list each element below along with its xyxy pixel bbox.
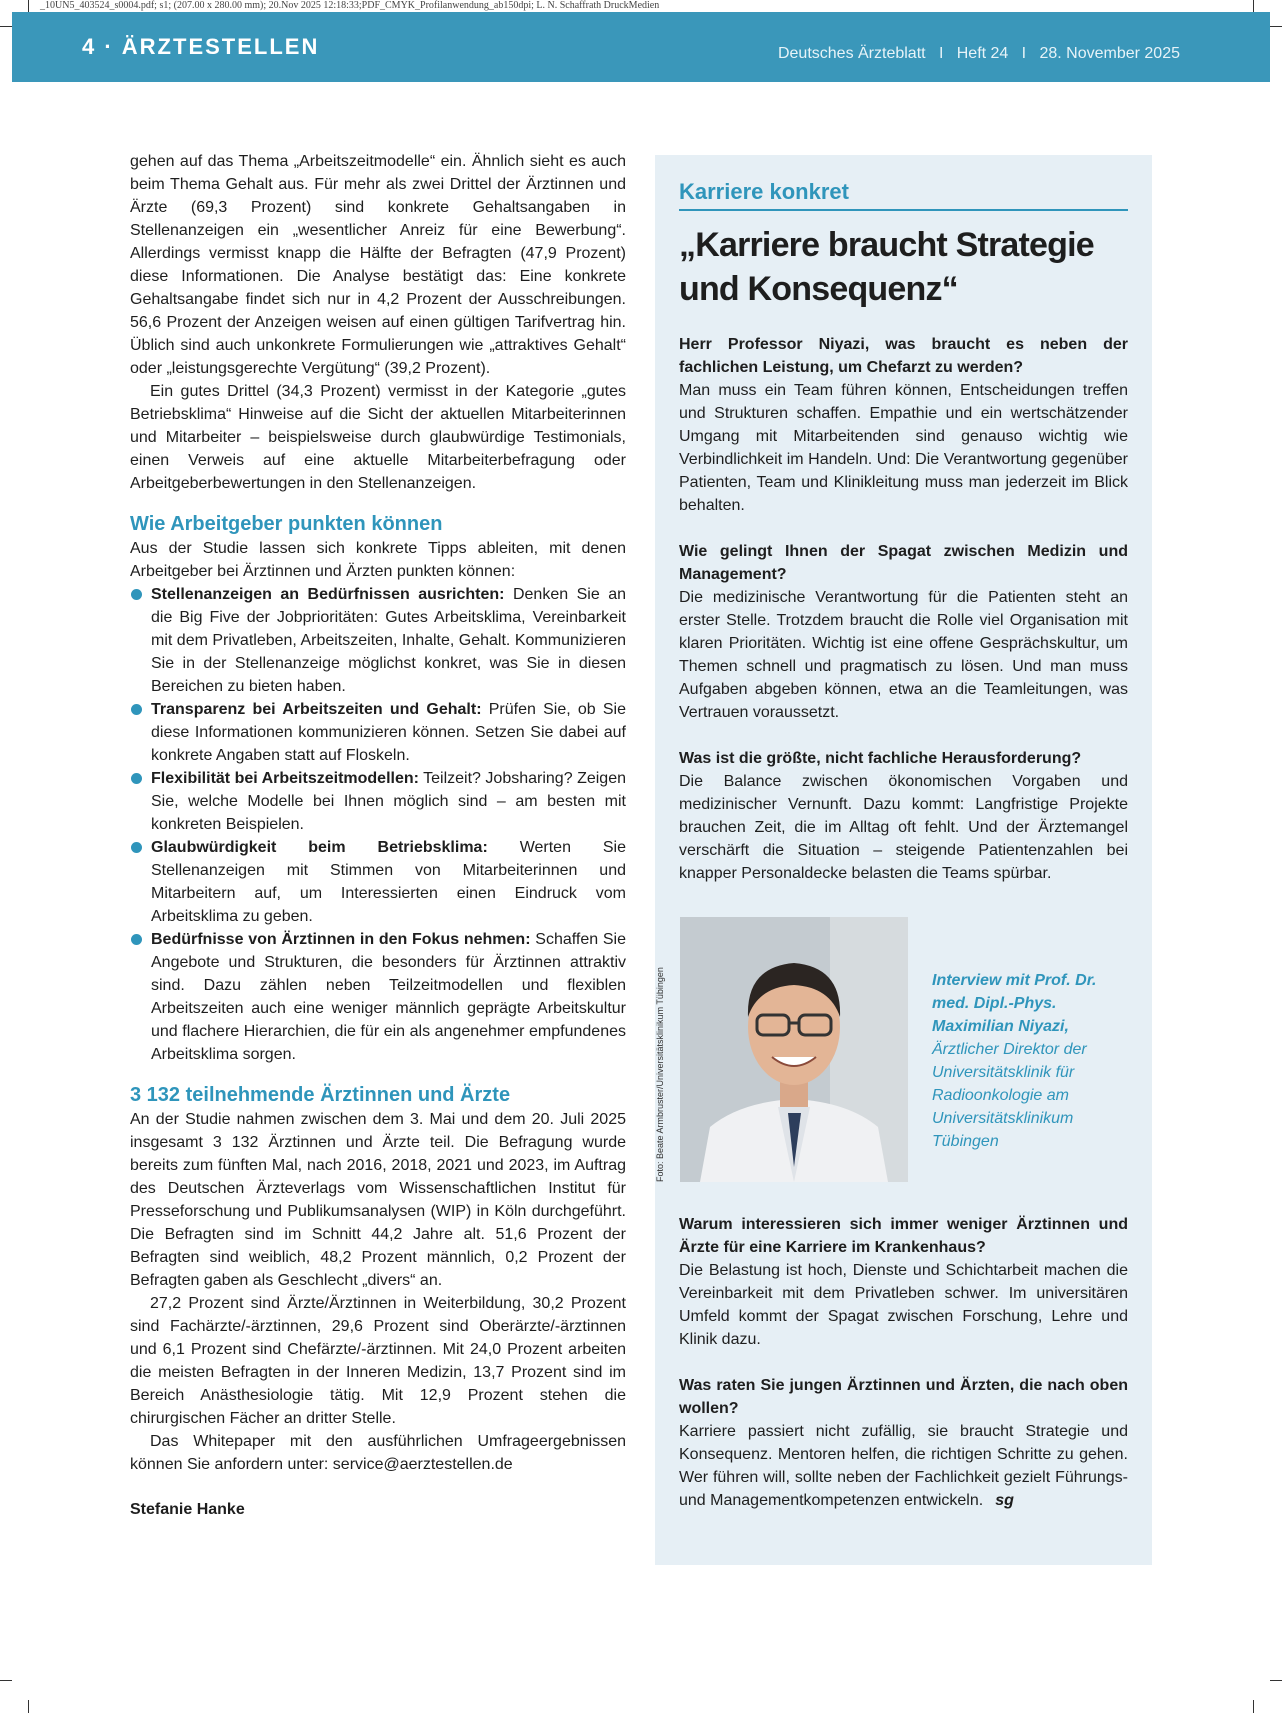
list-item (130, 836, 626, 928)
answer (679, 1420, 1128, 1512)
portrait-illustration (680, 917, 908, 1182)
separator: I (1021, 45, 1027, 62)
bullet-icon (131, 934, 142, 945)
answer: Die Belastung ist hoch, Dienste und Schichtarbeit machen die Vereinbarkeit mit dem Privatleben schwer. Im universitären Umfeld kommt der Spagat zwischen Forschung, Lehre und Klinik dazu. (679, 1262, 1128, 1348)
bullet-icon (131, 773, 142, 784)
interview-title: „Karriere braucht Strategie und Konsequenz“ (679, 226, 1094, 308)
bullet-title: Transparenz bei Arbeitszeiten und Gehalt: (151, 701, 482, 718)
crop-mark (1253, 1700, 1254, 1713)
question: Herr Professor Niyazi, was braucht es neben der fachlichen Leistung, um Chefarzt zu werden? (679, 336, 1128, 376)
caption-name: Interview mit Prof. Dr. med. Dipl.-Phys. Maximilian Niyazi, (932, 972, 1097, 1035)
question: Wie gelingt Ihnen der Spagat zwischen Medizin und Management? (679, 543, 1128, 583)
bullet-icon (131, 589, 142, 600)
photo-credit: Foto: Beate Armbruster/Universitätsklinikum Tübingen (655, 967, 665, 1182)
publication-info (778, 45, 1180, 63)
list-item (130, 767, 626, 836)
bullet-text: Werten Sie Stellenanzeigen mit Stimmen von Mitarbeiterinnen und Mitarbeitern auf, um Interessierten einen Eindruck vom Arbeitsklima zu geben. (151, 839, 627, 925)
paragraph: Das Whitepaper mit den ausführlichen Umfrageergebnissen können Sie anfordern unter: service@aerztestellen.de (130, 1433, 626, 1473)
print-slug-line: _10UN5_403524_s0004.pdf; s1; (207.00 x 280.00 mm); 20.Nov 2025 12:18:33;PDF_CMYK_Profilanwendung_ab150dpi; L. N. Schaffrath DruckMedien (40, 0, 660, 11)
author-name: Stefanie Hanke (130, 1501, 245, 1518)
crop-mark (0, 26, 12, 27)
bullet-icon (131, 704, 142, 715)
question: Was raten Sie jungen Ärztinnen und Ärzten, die nach oben wollen? (679, 1377, 1128, 1417)
crop-mark (1253, 0, 1254, 12)
bullet-title: Bedürfnisse von Ärztinnen in den Fokus nehmen: (151, 931, 531, 948)
separator: I (938, 45, 944, 62)
list-item (130, 928, 626, 1066)
issue-date: 28. November 2025 (1039, 45, 1180, 62)
paragraph: An der Studie nahmen zwischen dem 3. Mai und dem 20. Juli 2025 insgesamt 3 132 Ärztinnen und Ärzte teil. Die Befragung wurde bereits zum fünften Mal, nach 2016, 2018, 2021 und 2023, im Auftrag des Deutschen Ärzteverlags vom Wissenschaftlichen Institut für Presseforschung und Publikumsanalysen (WIP) in Köln durchgeführt. Die Befragten sind im Schnitt 44,2 Jahre alt. 51,6 Prozent der Befragten sind weiblich, 48,2 Prozent männlich, 0,2 Prozent der Befragten gaben als Geschlecht „divers“ an. (130, 1111, 626, 1289)
bullet-text: Schaffen Sie Angebote und Strukturen, die besonders für Ärztinnen attraktiv sind. Dazu zählen neben Teilzeitmodellen und flexiblen Arbeitszeiten auch eine weniger männlich geprägte Arbeitskultur und flachere Hierarchien, die für ein als angenehmer empfundenes Arbeitsklima sorgen. (151, 931, 627, 1063)
issue-number: Heft 24 (956, 45, 1009, 62)
answer: Die medizinische Verantwortung für die Patienten steht an erster Stelle. Trotzdem braucht die Rolle viel Organisation mit klaren Prioritäten. Wichtig ist eine offene Gesprächskultur, um Themen schnell und pragmatisch zu lösen. Und man muss Aufgaben abgeben können, etwa an die Teamleitungen, was Vertrauen voraussetzt. (679, 589, 1128, 721)
portrait-block (655, 917, 1128, 1207)
answer: Die Balance zwischen ökonomischen Vorgaben und medizinischer Vernunft. Dazu kommt: Langfristige Projekte brauchen Zeit, die im Alltag oft fehlt. Und der Ärztemangel verschärft die Situation – steigende Patientenzahlen bei knapper Personaldecke belasten die Teams spürbar. (679, 773, 1128, 882)
box-kicker: Karriere konkret (679, 179, 1128, 211)
bullet-text: Teilzeit? Jobsharing? Zeigen Sie, welche Modelle bei Ihnen möglich sind – am besten mit konkreten Beispielen. (151, 770, 626, 833)
bullet-title: Flexibilität bei Arbeitszeitmodellen: (151, 770, 419, 787)
bullet-icon (131, 842, 142, 853)
author-initials: sg (995, 1492, 1014, 1509)
bullet-text: Prüfen Sie, ob Sie diese Informationen kommunizieren können. Setzen Sie dabei auf konkrete Angaben statt auf Floskeln. (151, 701, 626, 764)
section-title: 4 · ÄRZTESTELLEN (82, 34, 320, 59)
question: Was ist die größte, nicht fachliche Herausforderung? (679, 750, 1082, 767)
article-body (130, 150, 626, 1521)
crop-mark (1270, 26, 1282, 27)
qa-block (679, 540, 1128, 724)
question: Warum interessieren sich immer weniger Ärztinnen und Ärzte für eine Karriere im Krankenhaus? (679, 1216, 1128, 1256)
bullet-title: Glaubwürdigkeit beim Betriebsklima: (151, 839, 488, 856)
paragraph: Aus der Studie lassen sich konkrete Tipps ableiten, mit denen Arbeitgeber bei Ärztinnen und Ärzten punkten können: (130, 540, 626, 580)
caption-role: Ärztlicher Direktor der Universitätsklinik für Radioonkologie am Universitätsklinikum Tübingen (932, 1041, 1087, 1150)
tips-list (130, 583, 626, 1066)
crop-mark (1270, 1680, 1282, 1681)
crop-mark (0, 1680, 12, 1681)
qa-block (679, 1374, 1128, 1512)
answer-text: Karriere passiert nicht zufällig, sie braucht Strategie und Konsequenz. Mentoren helfen, die richtigen Schritte zu gehen. Wer führen will, sollte neben der Fachlichkeit gezielt Führungs- und Managementkompetenzen entwickeln. (679, 1423, 1128, 1509)
subheading: Wie Arbeitgeber punkten können (130, 513, 443, 535)
portrait-photo (680, 917, 908, 1182)
answer: Man muss ein Team führen können, Entscheidungen treffen und Strukturen schaffen. Empathie und ein wertschätzender Umgang mit Mitarbeitenden sind genauso wichtig wie Verbindlichkeit im Handeln. Und: Die Verantwortung gegenüber Patienten, Team und Klinikleitung muss man jederzeit im Blick behalten. (679, 382, 1128, 514)
qa-block (679, 747, 1128, 885)
paragraph: gehen auf das Thema „Arbeitszeitmodelle“ ein. Ähnlich sieht es auch beim Thema Gehalt aus. Für mehr als zwei Drittel der Ärztinnen und Ärzte (69,3 Prozent) sind konkrete Gehaltsangaben in Stellenanzeigen ein „wesentlicher Anreiz für eine Bewerbung“. Allerdings vermisst knapp die Hälfte der Befragten (47,9 Prozent) diese Informationen. Die Analyse bestätigt das: Eine konkrete Gehaltsangabe findet sich nur in 4,2 Prozent der Ausschreibungen. 56,6 Prozent der Anzeigen weisen auf einen gültigen Tarifvertrag hin. Üblich sind auch unkonkrete Formulierungen wie „attraktives Gehalt“ oder „leistungsgerechte Vergütung“ (39,2 Prozent). (130, 153, 626, 377)
subheading: 3 132 teilnehmende Ärztinnen und Ärzte (130, 1084, 511, 1106)
crop-mark (28, 1700, 29, 1713)
list-item (130, 583, 626, 698)
interview-box (655, 155, 1152, 1565)
publication-name: Deutsches Ärzteblatt (777, 45, 926, 62)
bullet-text: Denken Sie an die Big Five der Jobprioritäten: Gutes Arbeitsklima, Vereinbarkeit mit dem Privatleben, Arbeitszeiten, Inhalte, Gehalt. Kommunizieren Sie in der Stellenanzeige möglichst konkret, was Sie in diesen Bereichen zu bieten haben. (151, 586, 626, 695)
qa-block (679, 1213, 1128, 1351)
page-header (12, 12, 1270, 82)
photo-caption (932, 969, 1127, 1153)
crop-mark (28, 0, 29, 12)
qa-block (679, 333, 1128, 517)
paragraph: 27,2 Prozent sind Ärzte/Ärztinnen in Weiterbildung, 30,2 Prozent sind Fachärzte/-ärztinnen, 29,6 Prozent sind Oberärzte/-ärztinnen und 6,1 Prozent sind Chefärzte/-ärztinnen. Mit 24,0 Prozent arbeiten die meisten Befragten in der Inneren Medizin, 13,7 Prozent sind im Bereich Anästhesiologie tätig. Mit 12,9 Prozent stehen die chirurgischen Fächer an dritter Stelle. (130, 1295, 626, 1427)
bullet-title: Stellenanzeigen an Bedürfnissen ausrichten: (151, 586, 505, 603)
paragraph: Ein gutes Drittel (34,3 Prozent) vermisst in der Kategorie „gutes Betriebsklima“ Hinweise auf die Sicht der aktuellen Mitarbeiterinnen und Mitarbeiter – beispielsweise durch glaubwürdige Testimonials, einen Verweis auf eine aktuelle Mitarbeiterbefragung oder Arbeitgeberbewertungen in den Stellenanzeigen. (130, 383, 626, 492)
list-item (130, 698, 626, 767)
